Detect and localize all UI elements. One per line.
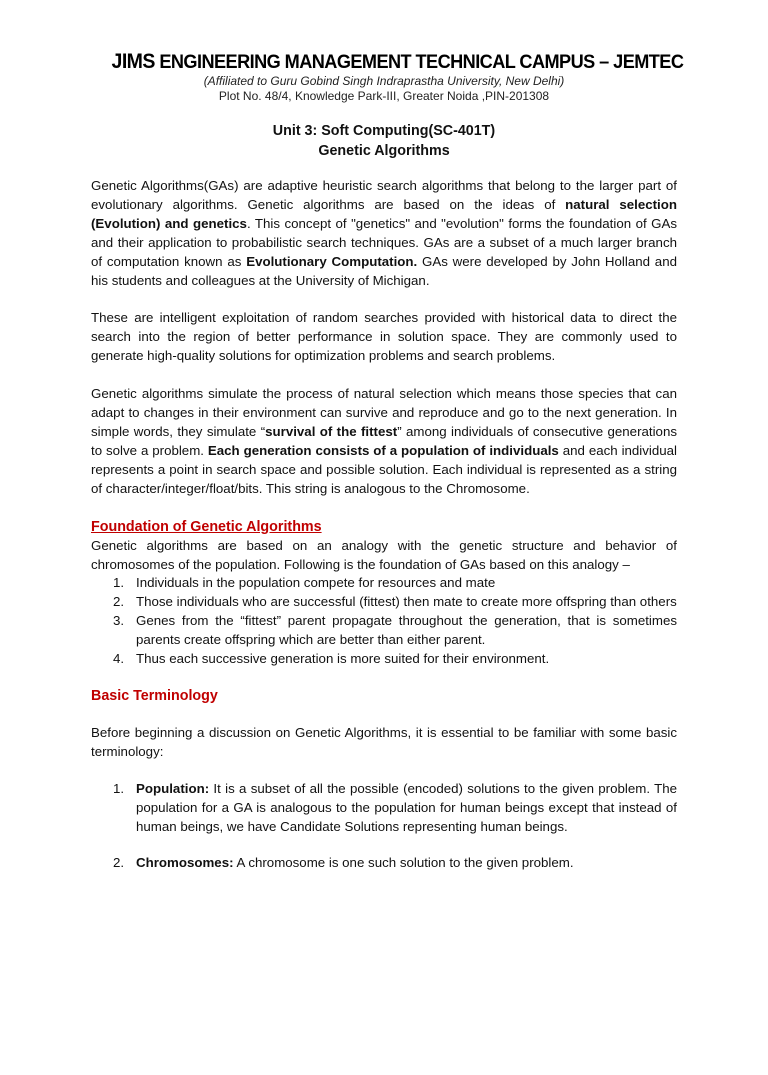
- text-run: GAs were developed by John Holland and his students and colleagues at the University of Michigan.: [91, 253, 677, 288]
- foundation-heading: Foundation of Genetic Algorithms: [91, 518, 322, 535]
- document-page: [0, 51, 768, 1075]
- letterhead: [91, 50, 684, 104]
- institution-name: [111, 50, 684, 73]
- list-item: [91, 854, 677, 873]
- list-text: Thus each successive generation is more suited for their environment.: [136, 651, 550, 667]
- list-text: Individuals in the population compete for resources and mate: [136, 575, 496, 591]
- list-item: [91, 780, 677, 837]
- unit-title: Unit 3: Soft Computing(SC-401T): [272, 123, 496, 139]
- basic-terminology-intro: Before beginning a discussion on Genetic Algorithms, it is essential to be familiar with some basic terminology:: [91, 724, 677, 759]
- bold-text: natural selection (Evolution) and genetics: [91, 196, 677, 231]
- affiliation-line: (Affiliated to Guru Gobind Singh Indraprastha University, New Delhi): [203, 74, 565, 88]
- text-run: Genetic algorithms simulate the process of natural selection which means those species that can adapt to changes in their environment can survive and reproduce and go to the next generation. In simple words, they simulate “: [91, 386, 677, 439]
- bold-text: Evolutionary Computation.: [246, 253, 418, 269]
- list-text: Those individuals who are successful (fittest) then mate to create more offspring than others: [136, 594, 677, 610]
- list-number: 2.: [113, 594, 125, 610]
- list-number: 1.: [113, 780, 125, 796]
- third-paragraph: [91, 385, 677, 498]
- list-number: 2.: [113, 855, 125, 871]
- subject-title: Genetic Algorithms: [318, 143, 450, 159]
- term-label: Chromosomes:: [136, 855, 234, 871]
- institution-acronym: JIMS: [111, 50, 155, 73]
- bold-text: survival of the fittest: [265, 423, 398, 439]
- intro-paragraph: [91, 177, 677, 290]
- foundation-intro: Genetic algorithms are based on an analogy with the genetic structure and behavior of chromosomes of the population. Following is the foundation of GAs based on this analogy –: [91, 537, 677, 572]
- foundation-list: [91, 574, 677, 669]
- term-definition: A chromosome is one such solution to the given problem.: [233, 855, 574, 871]
- text-run: Genetic Algorithms(GAs) are adaptive heuristic search algorithms that belong to the larger part of evolutionary algorithms. Genetic algorithms are based on the ideas of: [91, 178, 677, 212]
- list-number: 4.: [113, 651, 125, 667]
- list-item: [91, 650, 677, 669]
- institution-name-rest: ENGINEERING MANAGEMENT TECHNICAL CAMPUS – JEMTEC: [154, 51, 684, 73]
- address-line: Plot No. 48/4, Knowledge Park-III, Greater Noida ,PIN-201308: [218, 89, 550, 103]
- text-run: . This concept of "genetics" and "evolution" forms the foundation of GAs and their application to probabilistic search techniques. GAs are a subset of a much larger branch of computation known as: [91, 215, 677, 269]
- bold-text: Each generation consists of a population of individuals: [207, 442, 559, 458]
- list-item: [91, 593, 677, 612]
- second-paragraph: These are intelligent exploitation of random searches provided with historical data to direct the search into the region of better performance in solution space. They are commonly used to generate high-quality solutions for optimization problems and search problems.: [91, 310, 677, 364]
- term-definition: It is a subset of all the possible (encoded) solutions to the given problem. The population for a GA is analogous to the population for human beings except that instead of human beings, we have Candidate Solutions representing human beings.: [136, 780, 677, 834]
- text-run: ” among individuals of consecutive generations to solve a problem.: [91, 423, 677, 458]
- list-item: [91, 612, 677, 650]
- list-number: 3.: [113, 613, 125, 629]
- list-item: [91, 574, 677, 593]
- list-number: 1.: [113, 575, 125, 591]
- basic-terminology-heading: Basic Terminology: [91, 687, 218, 704]
- list-text: Genes from the “fittest” parent propagate throughout the generation, that is sometimes parents create offspring which are better than either parent.: [136, 613, 677, 648]
- term-label: Population:: [136, 780, 210, 796]
- text-run: and each individual represents a point in search space and possible solution. Each individual is represented as a string of character/integer/float/bits. This string is analogous to the Chromosome.: [91, 442, 678, 496]
- terminology-list: [91, 780, 677, 874]
